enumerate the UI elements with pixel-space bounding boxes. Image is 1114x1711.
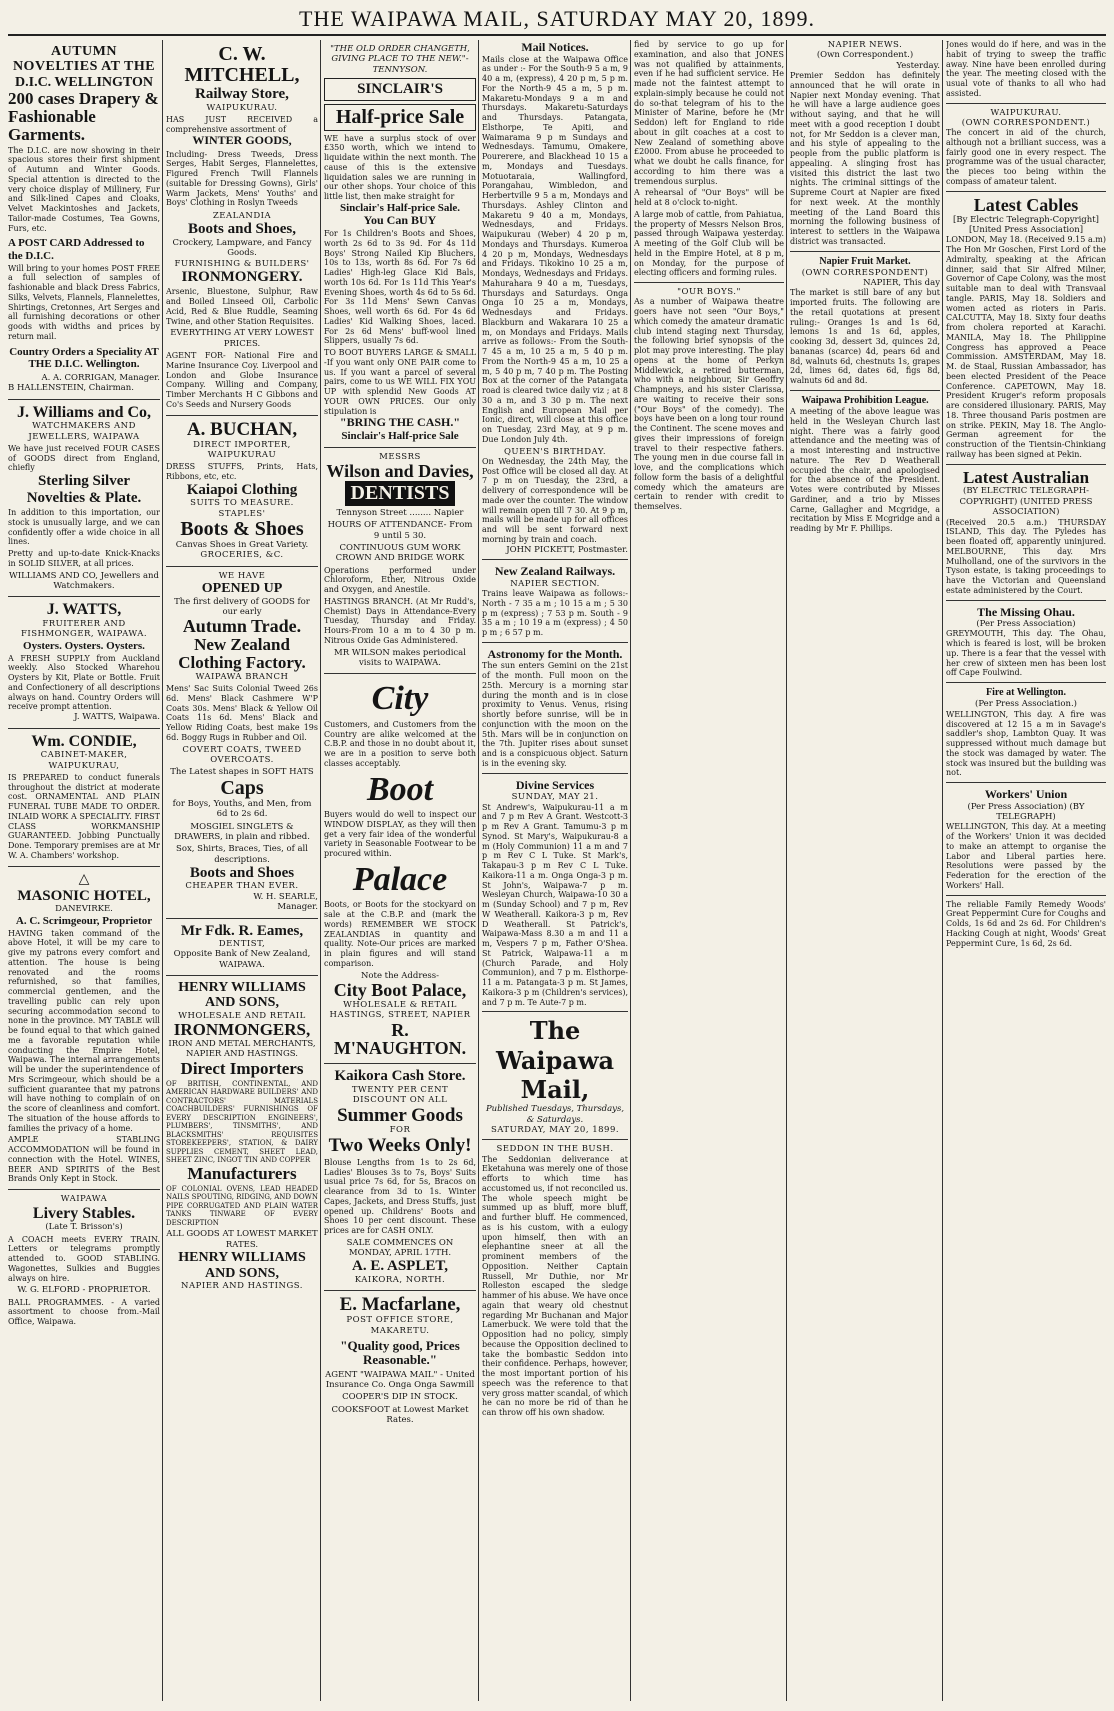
hw-sub: WHOLESALE AND RETAIL bbox=[178, 1010, 306, 1021]
postcard-body: Will bring to your homes POST FREE a full selection of samples of fashionable and black Dress Fabrics, Silks, Velvets, Flannels, Flannelettes, Shirtings, Cretonnes, Art Serges and all furnishing decorations or other goods with widths and prices by return mail. bbox=[8, 263, 160, 341]
league-end: Jones would do if here, and was in the habit of trying to sweep the traffic away. Nine have been enrolled during the year. The meeting closed with the usual vote of thanks to all who had assisted. bbox=[946, 40, 1106, 98]
workers-sub: (Per Press Association) (BY TELEGRAPH) bbox=[967, 801, 1085, 823]
mitchell-name: C. W. MITCHELL, bbox=[184, 43, 300, 86]
queens-birthday: QUEEN'S BIRTHDAY. bbox=[503, 446, 607, 457]
ironmongery: IRONMONGERY. bbox=[181, 268, 303, 285]
eames-addr: Opposite Bank of New Zealand, WAIPAWA. bbox=[173, 949, 311, 970]
livery-late: (Late T. Brisson's) bbox=[45, 1222, 123, 1233]
quality: "Quality good, Prices Reasonable." bbox=[340, 1338, 460, 1368]
agent-for: AGENT FOR- National Fire and Marine Insurance Coy. Liverpool and London and Globe Insurance Company. Willing and Company, Timber Merchants H C Gibbons and Co's Seeds and Nursery Goods bbox=[166, 351, 318, 409]
hw-foot-sub: NAPIER AND HASTINGS. bbox=[181, 1280, 303, 1291]
napier-corr: (Own Correspondent.) bbox=[816, 50, 914, 61]
boots-cheaper: Boots and Shoes bbox=[189, 864, 295, 881]
wilson-davies-advert bbox=[324, 448, 476, 675]
column-divider bbox=[630, 40, 631, 1701]
eames-advert bbox=[166, 919, 318, 977]
boot-heading: Boot bbox=[366, 770, 434, 808]
divider bbox=[482, 559, 628, 560]
williams-body: We have just received FOUR CASES of GOODS direct from England, chiefly bbox=[8, 443, 160, 473]
column-divider bbox=[786, 40, 787, 1701]
watts-body: A FRESH SUPPLY from Auckland weekly. Also Stocked Wharehou Oysters by Kit, Plate or Bottle. Fruit and Confectionery of all descriptions always on hand. Country Orders will receive prompt attention. bbox=[8, 653, 160, 712]
hw-foot: HENRY WILLIAMS AND SONS, bbox=[178, 1250, 306, 1281]
mitchell-place: WAIPUKURAU. bbox=[206, 102, 278, 113]
hours: HOURS OF ATTENDANCE- From 9 until 5 30. bbox=[327, 520, 473, 541]
williams-advert bbox=[8, 400, 160, 598]
condie-body: IS PREPARED to conduct funerals throughout the district at moderate cost. ORNAMENTAL AND PLAIN FUNERAL TUBE MADE TO ORDER. INLAID WORK A SPECIALITY. FIRST CLASS WORKMANSHIP GUARANTEED. Jobbing Punctually Done. Temporary premises are at Mr W. A. Chambers' workshop. bbox=[8, 772, 160, 860]
dic-heading: AUTUMN NOVELTIES AT THE bbox=[12, 44, 156, 75]
dentists-banner: DENTISTS bbox=[345, 481, 456, 506]
livery-place: WAIPAWA bbox=[60, 1194, 108, 1205]
elford-sign: W. G. ELFORD - PROPRIETOR. bbox=[17, 1285, 151, 1296]
palace-heading: Palace bbox=[352, 860, 448, 898]
hastings-street: HASTINGS, STREET, NAPIER bbox=[329, 1010, 471, 1021]
column-4 bbox=[482, 40, 628, 1701]
seddon-continued: fied by service to go up for examination, and also that JONES was not qualified by attainments, even if he had sufficient service. He made not the faintest attempt to explain-simply because he could not do so-that telegram of his to the Minister of Marine, before he (Mr Seddon) left for England to ride about in gilt coaches at a cost to New Zealand of something above £2000. From abuse he proceeded to what we doubt he calls finance, for according to him there was a tremendous surplus. bbox=[634, 40, 784, 186]
divider bbox=[946, 682, 1106, 683]
dic-body: The D.I.C. are now showing in their spacious stores their first shipment of Autumn and Winter Goods. Special attention is directed to the very choice display of Millinery, Fur and Silk-lined Capes and Cloaks, Velvet Mackintoshes and Jackets, Tailor-made Costumes, Tea Gowns, Furs, etc. bbox=[8, 145, 160, 233]
railways-body: Trains leave Waipawa as follows:- North - 7 35 a m ; 10 15 a m ; 5 30 p m (express) ; 7 53 p m. South - 9 35 a m ; 10 19 a m (express) ; 4 50 p m ; 6 57 p m. bbox=[482, 589, 628, 638]
condie-name: Wm. CONDIE, bbox=[31, 732, 137, 750]
column-divider bbox=[942, 40, 943, 1701]
divider bbox=[946, 464, 1106, 465]
divider bbox=[946, 782, 1106, 783]
sinclair-line: Sinclair's Half-price Sale. bbox=[339, 201, 461, 214]
dic-big-heading: 200 cases Drapery & Fashionable Garments. bbox=[8, 89, 159, 144]
local-news: A large mob of cattle, from Pahiatua, the property of Messrs Nelson Bros, passed through Waipawa yesterday. A meeting of the Golf Club will be held in the Empire Hotel, at 8 p m, on Monday, for the purpose of electing officers and forming rules. bbox=[634, 209, 784, 278]
livery-name: Livery Stables. bbox=[32, 1204, 136, 1222]
everything-lowest: EVERYTHING AT VERY LOWEST PRICES. bbox=[170, 328, 314, 349]
fruit-heading: Napier Fruit Market. bbox=[819, 255, 911, 267]
zealandia: ZEALANDIA bbox=[212, 211, 272, 222]
seddon-body: The Seddonian deliverance at Eketahuna was merely one of those efforts to which time has accustomed us, if not reconciled us. The whole speech might be summed up as bluff, more bluff, and further bluff. He commenced, as is his custom, with a eulogy upon himself, then with an elephantine sneer at all the prominent members of the Opposition. Neither Captain Russell, Mr Duthie, nor Mr Rolleston escaped the sledge hammer of his abuse. We have once again that weary old chestnut regarding Mr Buchanan and Major Lamerbuck. We were told that the Opposition had no policy, simply because the Opposition declined to take the bombastic Seddon into their confidence. Perhaps, however, the most important portion of his speech was the reference to that very gross matter scandal, of which he can no more be rid of than he can throw off his own shadow. bbox=[482, 1154, 628, 1418]
divider bbox=[482, 642, 628, 643]
our-boys-body: As a number of Waipawa theatre goers have not seen "Our Boys," which comedy the amateur dramatic club intend staging next Thursday, the following brief synopsis of the plot may prove interesting. The play opens at the home of Perkyn Middlewick, a retired butterman, who with a neighbour, Sir Geoffry Champneys, and his sister Clarissa, are waiting to receive their sons ("Our Boys" of the comedy). The boys have been on a long tour round the Continent. The scene moves and gives their impressions of foreign travel to their respective fathers. The young men in due course fall in love, and the complications which follow form the basis of a delightful comedy which the amateurs are certain to render with credit to themselves. bbox=[634, 297, 784, 512]
crown-work: CONTINUOUS GUM WORK CROWN AND BRIDGE WORK bbox=[335, 542, 465, 564]
canvas-shoes: Canvas Shoes in Great Variety. bbox=[175, 540, 309, 551]
postcard-heading: A POST CARD Addressed to the D.I.C. bbox=[8, 237, 145, 262]
agent-mail: AGENT "WAIPAWA MAIL" - United Insurance Co. Onga Onga Sawmill bbox=[325, 1369, 475, 1390]
mail-date: SATURDAY, MAY 20, 1899. bbox=[490, 1124, 620, 1135]
divider bbox=[482, 773, 628, 774]
kaiapoi-sub: SUITS TO MEASURE. bbox=[190, 498, 294, 509]
winter-goods: WINTER GOODS, bbox=[192, 133, 292, 148]
opened-up: OPENED UP bbox=[201, 581, 283, 597]
williams-body3: Pretty and up-to-date Knick-Knacks in SOLID SILVER, at all prices. bbox=[8, 549, 160, 568]
divine-services-heading: Divine Services bbox=[515, 777, 595, 792]
sterling-silver: Sterling Silver Novelties & Plate. bbox=[26, 473, 142, 506]
macfarlane: E. Macfarlane, bbox=[339, 1294, 461, 1316]
mail-notices-body: Mails close at the Waipawa Office as under :- For the South-9 5 a m, 9 40 a m, (express), 4 20 p m, 5 p m. For the North-9 45 a m, 5 p m. Makaretu-Mondays 9 a m and Thursdays. Makaretu-Saturdays and Thursdays. Patangata, Elsthorpe, Te Apiti, and Waimarama 9 p m Sundays and Wednesdays. Tamumu, Omakere, Pourerere, and Blackhead 10 15 a m, Mondays and Tuesdays. Motuotaraia, Wallingford, Porangahau, Wimbledon, and Herbertville 9 5 a m, Mondays and Thursdays. Ashley Clinton and Makaretu 9 40 a m, Mondays, Wednesdays, and Fridays. Waipukurau (Weber) 4 20 p m, Mondays and Thursdays. Kumeroa 4 20 p m, Mondays, Wednesdays and Fridays. Tikokino 10 25 a m, Mondays, Wednesdays and Fridays. Mahurahara 9 40 a m, Tuesdays, Thursdays and Saturdays. Onga Onga 10 25 a m, Mondays, Wednesdays and Fridays. Blackburn and Wakarara 10 25 a m, on Mondays and Fridays. Mails arrive as follows:- From the South-7 45 a m, 10 25 a m, 5 40 p m. From the North-9 45 a m, 10 25 a m, 5 40 p m, 7 40 p m. The Posting Box at the corner of the Patangata road is cleared twice daily viz ; at 8 30 a m, and 3 30 p m. The next English and European Mail per Ionic, direct, will close at this office on Tuesday, 23rd May, at 9 p m. Due London July 4th. bbox=[482, 54, 628, 444]
city-body: Customers, and Customers from the Country are alike welcomed at the C.B.P. and those in no doubt about it, we are in a position to serve both classes acceptably. bbox=[324, 719, 476, 768]
divider bbox=[946, 895, 1106, 896]
column-2 bbox=[166, 40, 318, 1701]
fire-sub: (Per Press Association.) bbox=[975, 699, 1077, 710]
watts-sign: J. WATTS, Waipawa. bbox=[74, 712, 160, 723]
furnishing: FURNISHING & BUILDERS' bbox=[174, 258, 310, 269]
wilson-davies: Wilson and Davies, bbox=[326, 461, 474, 481]
kaikora-advert bbox=[324, 1064, 476, 1291]
divider bbox=[946, 600, 1106, 601]
fruit-date: NAPIER, This day bbox=[863, 278, 940, 289]
country-orders: Country Orders a Speciality AT THE D.I.C. Wellington. bbox=[9, 345, 159, 370]
halfprice-box: Half-price Sale bbox=[324, 104, 476, 131]
searle-sub: Manager. bbox=[277, 902, 318, 913]
napier-date: Yesterday. bbox=[896, 60, 940, 71]
divider bbox=[946, 191, 1106, 192]
sinclair-foot: Sinclair's Half-price Sale bbox=[341, 429, 459, 442]
railways-heading: New Zealand Railways. bbox=[494, 564, 616, 579]
waipukurau-corr: (OWN CORRESPONDENT.) bbox=[961, 117, 1091, 128]
divider bbox=[482, 1011, 628, 1012]
mitchell-store: Railway Store, bbox=[195, 86, 289, 102]
soft-hats: The Latest shapes in SOFT HATS bbox=[170, 767, 314, 778]
mail-nameplate: The Waipawa Mail, bbox=[495, 1016, 615, 1104]
oysters: Oysters. Oysters. Oysters. bbox=[23, 639, 145, 652]
city-boot-palace-advert bbox=[324, 674, 476, 1064]
masonic-sub: DANEVIRKE. bbox=[55, 904, 113, 915]
buy-list: For 1s Children's Boots and Shoes, worth 2s 6d to 3s 9d. For 4s 11d Boys' Strong Nailed Kip Bluchers, 10s to 13s, worth 8s 6d. For 7s 6d Ladies' High-leg Glace Kid Bals, worth 10s 6d. For 1s 11d This Year's Evening Shoes, worth 4s 6d to 5s 6d. For 3s 11d Mens' Sewn Canvas Shoes, well worth 6s 6d. For 4s 6d Ladies' Kid Walking Shoes, laced. For 2s 6d Mens' buff-wool lined Slippers, usually 7s 6d. bbox=[324, 229, 476, 346]
cables-body: LONDON, May 18. (Received 9.15 a.m) The Hon Mr Goschen, First Lord of the Admiralty, speaking at the African dinner, said that Sir Alfred Milner, Governor of Cape Colony, was the most suitable man to deal with Transvaal tangle. PARIS, May 18. Soldiers and women acted as rioters in Paris. CALCUTTA, May 18. Sixty four deaths from cholera reported at Karachi. MANILA, May 18. The Philippine Congress has approved a Peace Commission. AMSTERDAM, May 18. M. de Staal, Russian Ambassador, has been elected President of the Peace Conference. CAPETOWN, May 18. President Kruger's reform proposals are considered illusionary. PARIS, May 18. Three thousand Paris postmen are on strike. PEKIN, May 18. The Anglo-German agreement for the construction of the Tientsin-Chinkiang railway has been signed at Pekin. bbox=[946, 235, 1106, 459]
crockery: Crockery, Lampware, and Fancy Goods. bbox=[172, 237, 312, 259]
groceries: GROCERIES, &C. bbox=[200, 550, 284, 561]
iron-body: Arsenic, Bluestone, Sulphur, Raw and Boiled Linseed Oil, Carbolic Acid, Red & Blue Ruddle, Seaming Twine, and other Station Requisites. bbox=[166, 287, 318, 326]
note-addr: Note the Address- bbox=[360, 970, 440, 981]
column-3 bbox=[324, 40, 476, 1701]
caps-sub: for Boys, Youths, and Men, from 6d to 2s 6d. bbox=[172, 798, 312, 820]
sinclair-body: WE have a surplus stock of over £350 worth, which we intend to liquidate within the next month. The cause of this is the extensive liquidation sales we are running in our other shops. Your choice of this little list, then make straight for bbox=[324, 133, 476, 202]
mail-notices-heading: Mail Notices. bbox=[521, 40, 589, 54]
city-heading: City bbox=[371, 680, 429, 718]
buchan-advert bbox=[166, 416, 318, 567]
boot-buyers: TO BOOT BUYERS LARGE & SMALL -If you want only ONE PAIR come to us. If you want a parcel of several pairs, come to us WE WILL FIX YOU UP with splendid New Goods AT YOUR OWN PRICES. Our only stipulation is bbox=[324, 348, 476, 416]
hw-iron-sub: IRON AND METAL MERCHANTS, NAPIER AND HASTINGS. bbox=[168, 1039, 316, 1060]
pickett-sign: JOHN PICKETT, Postmaster. bbox=[506, 544, 628, 555]
divine-body: St Andrew's, Waipukurau-11 a m and 7 p m Rev A Grant. Westcott-3 p m Rev A Grant. Tamumu-3 p m Synod. St Mary's, Waipukurau-8 a m (Holy Communion) 11 a m and 7 p m Rev C L Tuke. St Mark's, Takapau-3 p m Rev C L Tuke. Kaikora-11 a m. Onga Onga-3 p m. St John's, Waipawa-7 p m. Wesleyan Church, Waipawa-10 30 a m (Sunday School) and 7 p m, Rev W Weatherall. Kaikora-3 p m, Rev D Weatherall. St Patrick's, Waipawa-Mass 8.30 a m and 11 a m, Vespers 7 p m, Father O'Shea. St Patrick, Waipawa-11 a m (Church Parade, and Holy Communion), and 7 p m. Elsthorpe-11 a m. Patangata-3 p m. St James, Kaikora-3 p m (Children's services), and 7 p m. Te Aute-7 p m. bbox=[482, 802, 628, 1007]
fruit-body: The market is still bare of any but imported fruits. The following are the retail quotations at present ruling:- Oranges 1s and 1s 6d, lemons 1s and 1s 6d, apples, cooking 3d, dessert 3d, quinces 2d, bananas (scarce) 4d, pears 6d and 8d, walnuts 6d, chestnuts 1s, grapes 2d, limes 6d, dates 6d, figs 8d, walnuts 6d and 8d. bbox=[790, 288, 940, 386]
mail-published: Published Tuesdays, Thursdays, & Saturdays. bbox=[485, 1104, 625, 1125]
hallenstein-sign: B HALLENSTEIN, Chairman. bbox=[8, 383, 134, 394]
prohibition-body: A meeting of the above league was held in the Wesleyan Church last night. There was a fairly good attendance and the meeting was of a most interesting and instructive nature. The Rev D Weatherall occupied the chair, and apologised for the absence of the President. Votes were contributed by Misses Gardiner, and a trio by Misses Carne, Gallagher and Mcgridge, a recitation by Miss E Mcgridge and a reading by Mr F. Phillips. bbox=[790, 407, 940, 534]
mr-wilson: MR WILSON makes periodical visits to WAIPAWA. bbox=[334, 647, 466, 669]
dic-name: D.I.C. WELLINGTON bbox=[15, 74, 153, 90]
searle: W. H. SEARLE, bbox=[253, 891, 318, 902]
waipukurau-body: The concert in aid of the church, although not a brilliant success, was a fairly good one in every respect. The programme was of the usual character, the pieces too being within the compass of amateur talent. bbox=[946, 128, 1106, 186]
palace-body: Boots, or Boots for the stockyard on sale at the C.B.P. and (mark the words) REMEMBER WE STOCK ZEALANDIAS in quantity and quality. Note-Our prices are marked in plain figures and will stand comparison. bbox=[324, 900, 476, 968]
two-weeks: Two Weeks Only! bbox=[328, 1134, 472, 1156]
queens-body: On Wednesday, the 24th May, the Post Office will be closed all day. At 7 p m on Tuesday, the 23rd, a delivery of correspondence will be made over the counter. The window will remain open till 7 30. At 9 p m, mails will be made up for all offices and will be sent forward next morning by train and coach. bbox=[482, 456, 628, 544]
sinclair-advert bbox=[324, 40, 476, 448]
livery-advert bbox=[8, 1190, 160, 1332]
wilson-addr: Tennyson Street ........ Napier bbox=[336, 507, 464, 518]
nz-branch: WAIPAWA BRANCH bbox=[195, 671, 289, 682]
for: FOR bbox=[389, 1125, 411, 1136]
kaikora-body: Blouse Lengths from 1s to 2s 6d, Ladies' Blouses 3s to 7s, Boys' Suits usual price 7s 6d, for 5s, Bracos on clearance from 3d to 1s. Winter Capes, Jackets, and Dress Stuffs, just opened up. Childrens' Boots and Shoes 10 per cent discount. These prices are for CASH ONLY. bbox=[324, 1157, 476, 1236]
railways-sub: NAPIER SECTION. bbox=[510, 578, 600, 589]
masthead-rule bbox=[8, 34, 1106, 36]
cables-sub: [By Electric Telegraph-Copyright] [United Press Association] bbox=[953, 214, 1099, 235]
direct-body: OF BRITISH, CONTINENTAL, AND AMERICAN HARDWARE BUILDERS' AND CONTRACTORS' MATERIALS COACHBUILDERS' FURNISHINGS OF EVERY DESCRIPTION ENGINEERS', PLUMBERS', TINSMITHS', AND BLACKSMITHS' REQUISITES STOREKEEPERS', STATION, & DAIRY SUPPLIES CEMENT, SHEET LEAD, SHEET ZINC, INGOT TIN AND COPPER bbox=[166, 1079, 318, 1165]
buchan-name: A. BUCHAN, bbox=[186, 418, 298, 440]
column-divider bbox=[320, 40, 321, 1701]
caps: Caps bbox=[220, 776, 264, 799]
livery-body: A COACH meets EVERY TRAIN. Letters or telegrams promptly attended to. GOOD STABLING. Wagonettes, Sulkies and Buggies always on hire. bbox=[8, 1234, 160, 1283]
ohau-body: GREYMOUTH, This day. The Ohau, which is feared is lost, will be broken up. There is a fear that the vessel with her crew of sixteen men has been lost off Cape Foulwind. bbox=[946, 629, 1106, 678]
operations: Operations performed under Chloroform, Ether, Nitrous Oxide and Oxygen, and Anestile. bbox=[324, 565, 476, 595]
buchan-dress: DRESS STUFFS, Prints, Hats, Ribbons, etc, etc. bbox=[166, 462, 318, 482]
prohibition-heading: Waipawa Prohibition League. bbox=[801, 394, 929, 406]
summer-goods: Summer Goods bbox=[337, 1104, 463, 1126]
we-have: WE HAVE bbox=[218, 570, 266, 581]
henry-williams-advert bbox=[166, 976, 318, 1296]
asplet: A. E. ASPLET, bbox=[352, 1258, 448, 1275]
dic-advert bbox=[8, 40, 160, 400]
fire-body: WELLINGTON, This day. A fire was discovered at 12 15 a m in Savage's saddler's shop, Lambton Quay. It was suppressed without much damage but the stock was damaged by water. The stock was insured but the building was not. bbox=[946, 709, 1106, 778]
napier-news-heading: NAPIER NEWS. bbox=[827, 40, 903, 50]
covert-coats: COVERT COATS, TWEED OVERCOATS. bbox=[182, 744, 302, 766]
asplet-sub: KAIKORA, NORTH. bbox=[354, 1274, 446, 1285]
buchan-place: WAIPUKURAU bbox=[207, 450, 277, 460]
mosgiel: MOSGIEL SINGLETS & DRAWERS, in plain and ribbed. bbox=[174, 821, 310, 842]
first-delivery: The first delivery of GOODS for our early bbox=[174, 596, 310, 617]
scrimgeour: A. C. Scrimgeour, Proprietor bbox=[15, 914, 153, 927]
our-boys-heading: "OUR BOYS." bbox=[677, 287, 741, 297]
cooksfoot: COOKSFOOT at Lowest Market Rates. bbox=[331, 1404, 469, 1426]
cables-heading: Latest Cables bbox=[973, 194, 1079, 215]
hastings-branch: HASTINGS BRANCH. (At Mr Rudd's, Chemist) Days in Attendance-Every Tuesday, Thursday and Friday. Hours-From 10 a m to 4 30 p m. Nitrous Oxide Gas Administered. bbox=[324, 596, 476, 645]
williams-sign: WILLIAMS AND CO, Jewellers and Watchmakers. bbox=[9, 570, 159, 591]
dentist: DENTIST, bbox=[218, 939, 266, 950]
astronomy-body: The sun enters Gemini on the 21st of the month. Full moon on the 25th. Mercury is a morning star during the month and is in close proximity to Venus. Venus, rising shortly before sunrise, will be in conjunction with the moon on the 5th. Mars will be in conjunction on the 7th. Jupiter rises about sunset and is a conspicuous object. Saturn is in the evening sky. bbox=[482, 661, 628, 768]
rehearsal-note: A rehearsal of "Our Boys" will be held at 8 o'clock to-night. bbox=[634, 188, 784, 207]
divider bbox=[482, 1139, 628, 1140]
boot-body: Buyers would do well to inspect our WINDOW DISPLAY, as they will then get a very fair idea of the wonderful variety in Seasonable Footwear to be procured within. bbox=[324, 810, 476, 859]
watts-advert bbox=[8, 597, 160, 728]
masthead-title: THE WAIPAWA MAIL, SATURDAY MAY 20, 1899. bbox=[299, 6, 815, 31]
sox: Sox, Shirts, Braces, Ties, of all descriptions. bbox=[176, 844, 308, 865]
manu-body: OF COLONIAL OVENS, LEAD HEADED NAILS SPOUTING, RIDGING, AND DOWN PIPE CORRUGATED AND PLAIN WATER TANKS TINWARE OF EVERY DESCRIPTION bbox=[166, 1184, 318, 1227]
mitchell-advert bbox=[166, 40, 318, 416]
staples-boots: Boots & Shoes bbox=[180, 518, 304, 541]
sale-commences: SALE COMMENCES ON MONDAY, APRIL 17TH. bbox=[346, 1237, 454, 1259]
divider bbox=[946, 103, 1106, 104]
condie-sub: CABINET-MAKER, WAIPUKURAU, bbox=[40, 750, 128, 771]
divider bbox=[790, 251, 940, 252]
cbp-name: City Boot Palace, bbox=[333, 979, 467, 1000]
all-goods: ALL GOODS AT LOWEST MARKET RATES. bbox=[166, 1229, 318, 1250]
autumn-trade: Autumn Trade. bbox=[182, 616, 302, 637]
post-office-store: POST OFFICE STORE, bbox=[346, 1315, 454, 1326]
messrs: MESSRS bbox=[379, 451, 421, 462]
workers-heading: Workers' Union bbox=[984, 787, 1068, 802]
mitchell-list: Including- Dress Tweeds, Dress Serges, Habit Serges, Flannelettes, Figured French Twill Flannels (suitable for Dressing Gowns), Girls' Warm Jackets, Mens' Youths' and Boys' Clothing in Roslyn Tweeds bbox=[166, 149, 318, 208]
masonic-name: MASONIC HOTEL, bbox=[17, 887, 151, 904]
peppermint-cure: The reliable Family Remedy Woods' Great Peppermint Cure for Coughs and Colds, 1s 6d and 2s 6d. For Children's Hacking Cough at night, Woods' Great Peppermint Cure, 1s 6d, 2s 6d. bbox=[946, 899, 1106, 948]
workers-body: WELLINGTON, This day. At a meeting of the Workers' Union it was decided to make an attempt to organise the Labor and Liberal parties here. Resolutions were passed by the Federation for the erection of the Workers' Hall. bbox=[946, 822, 1106, 890]
macfarlane-advert bbox=[324, 1291, 476, 1430]
sinclairs-box: SINCLAIR'S bbox=[324, 78, 476, 101]
ohau-sub: (Per Press Association) bbox=[976, 619, 1076, 630]
mcnaughton: R. M'NAUGHTON. bbox=[333, 1019, 467, 1059]
masonic-body: HAVING taken command of the above Hotel, it will be my care to give my patrons every comfort and attention. The house is being renovated and the rooms refurnished, so that families, commercial gentlemen, and the travelling public can rely upon securing accommodation second to none in the province. MY TABLE will be found equal to that which gained me a favorable reputation while conducting the Empire Hotel, Waipawa. The internal arrangements will be under the superintendence of Mrs Scrimgeour, which should be a sufficient guarantee that my patrons will have nothing to complain of on the score of cleanliness and comfort. The situation of the house affords to families the privacy of a home. bbox=[8, 928, 160, 1133]
column-6 bbox=[790, 40, 940, 1701]
staples: STAPLES' bbox=[218, 508, 266, 519]
napier-body: Premier Seddon has definitely announced that he will orate in Napier next Monday evening. That he will have a large audience goes without saying, and that he will meet with a good reception I doubt not, for Mr Seddon is a clever man, and his style of appealing to the people from the public platform is appealing. A slinging frost has visited this district the last two nights. The criminal sittings of the Supreme Court at Napier are fixed for next week. At the monthly meeting of the Land Board this morning the following business of interest to settlers in the Waipawa district was transacted. bbox=[790, 71, 940, 246]
twenty-percent: TWENTY PER CENT DISCOUNT ON ALL bbox=[351, 1084, 449, 1106]
condie-advert bbox=[8, 729, 160, 867]
buchan-sub: DIRECT IMPORTER, bbox=[193, 439, 291, 450]
kaiapoi: Kaiapoi Clothing bbox=[186, 481, 298, 498]
hw-name: HENRY WILLIAMS AND SONS, bbox=[178, 980, 306, 1011]
australian-sub: (BY ELECTRIC TELEGRAPH-COPYRIGHT) (UNITED PRESS ASSOCIATION) bbox=[959, 486, 1093, 518]
australian-heading: Latest Australian bbox=[962, 467, 1090, 487]
watts-name: J. WATTS, bbox=[46, 601, 122, 619]
column-divider bbox=[478, 40, 479, 1701]
hw-ironmongers: IRONMONGERS, bbox=[173, 1020, 311, 1040]
eames-name: Mr Fdk. R. Eames, bbox=[180, 922, 304, 939]
kaikora-heading: Kaikora Cash Store. bbox=[334, 1068, 466, 1085]
williams-name: J. Williams and Co, bbox=[16, 403, 152, 421]
corrigan-sign: A. A. CORRIGAN, Manager. bbox=[41, 372, 160, 383]
direct-importers: Direct Importers bbox=[180, 1058, 304, 1078]
mitchell-intro: HAS JUST RECEIVED a comprehensive assortment of bbox=[166, 114, 318, 134]
astronomy-heading: Astronomy for the Month. bbox=[487, 646, 623, 661]
nz-clothing: New Zealand Clothing Factory. bbox=[178, 635, 306, 672]
ohau-heading: The Missing Ohau. bbox=[977, 604, 1075, 619]
column-1 bbox=[8, 40, 160, 1701]
australian-body: (Received 20.5 a.m.) THURSDAY ISLAND, This day. The Pyledes has been floated off, apparently uninjured. MELBOURNE, This day. Mrs Mulholland, one of the survivors in the Tyson estate, is taking proceedings to have the Victorian and Queensland estate administered by the Court. bbox=[946, 517, 1106, 595]
bring-cash: "BRING THE CASH." bbox=[339, 415, 461, 430]
masonic-body2: AMPLE STABLING ACCOMMODATION will be found in connection with the Hotel. WINES, BEER AND SPIRITS of the Best Brands Only Kept in Stock. bbox=[8, 1135, 160, 1184]
column-5 bbox=[634, 40, 784, 1701]
coopers-dip: COOPER'S DIP IN STOCK. bbox=[342, 1392, 458, 1403]
cheaper-than-ever: CHEAPER THAN EVER. bbox=[185, 881, 299, 892]
divider bbox=[790, 390, 940, 391]
divider bbox=[634, 282, 784, 283]
fruit-corr: (OWN CORRESPONDENT) bbox=[801, 267, 929, 278]
seddon-heading: SEDDON IN THE BUSH. bbox=[496, 1144, 614, 1155]
masonic-advert bbox=[8, 867, 160, 1191]
waipukurau-heading: WAIPUKURAU. bbox=[990, 107, 1062, 118]
williams-sub: WATCHMAKERS AND JEWELLERS, WAIPAWA bbox=[28, 421, 140, 442]
manufacturers: Manufacturers bbox=[187, 1163, 297, 1183]
watts-sub: FRUITERER AND FISHMONGER, WAIPAWA. bbox=[20, 618, 148, 640]
fire-heading: Fire at Wellington. bbox=[986, 687, 1066, 699]
zealandia-boots: Boots and Shoes, bbox=[188, 221, 296, 238]
makaretu: MAKARETU. bbox=[370, 1325, 430, 1336]
column-divider bbox=[162, 40, 163, 1701]
wholesale-retail: WHOLESALE & RETAIL bbox=[343, 999, 457, 1010]
you-can-buy: You Can BUY bbox=[363, 212, 437, 227]
column-7 bbox=[946, 40, 1106, 1701]
nz-clothing-advert bbox=[166, 567, 318, 919]
ball-programmes: BALL PROGRAMMES. - A varied assortment to choose from.-Mail Office, Waipawa. bbox=[8, 1297, 160, 1327]
tennyson-quote: "THE OLD ORDER CHANGETH, GIVING PLACE TO THE NEW."-TENNYSON. bbox=[330, 44, 470, 75]
divine-date: SUNDAY, MAY 21. bbox=[511, 792, 599, 803]
masonic-emblem-icon: △ bbox=[78, 870, 90, 887]
williams-body2: In addition to this importation, our stock is unusually large, and we can confidently offer a wide choice in all lines. bbox=[8, 508, 160, 547]
nz-list: Mens' Sac Suits Colonial Tweed 26s 6d. Mens' Black Cashmere W'P Coats 30s. Mens' Black & Yellow Oil Coats 11s 6d. Mens' Black and Yellow Riding Coats, best make 19s 6d. Boggy Rugs in Rubber and Oil. bbox=[166, 684, 318, 742]
